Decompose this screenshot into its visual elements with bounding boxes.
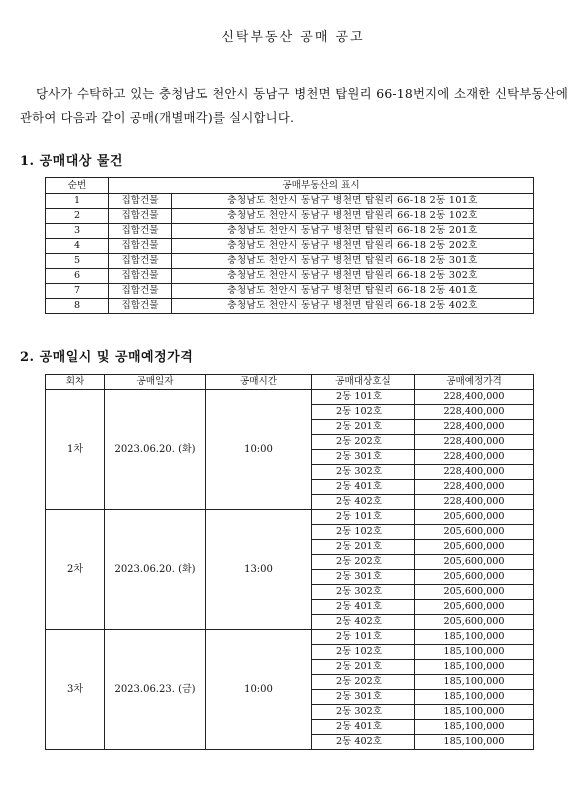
table-row	[46, 510, 534, 525]
sale-date: 2023.06.23. (금)	[105, 630, 206, 750]
unit-price: 185,100,000	[415, 720, 534, 735]
unit-price: 185,100,000	[415, 645, 534, 660]
unit-price: 205,600,000	[415, 600, 534, 615]
unit-number: 2동 301호	[312, 570, 415, 585]
property-type: 집합건물	[109, 194, 172, 209]
property-type: 집합건물	[109, 284, 172, 299]
unit-number: 2동 101호	[312, 390, 415, 405]
property-table-body	[46, 194, 534, 314]
unit-number: 2동 302호	[312, 465, 415, 480]
header-time: 공매시간	[206, 375, 312, 390]
unit-price: 205,600,000	[415, 525, 534, 540]
property-address: 충청남도 천안시 동남구 병천면 탑원리 66-18 2동 401호	[172, 284, 534, 299]
unit-number: 2동 402호	[312, 615, 415, 630]
sale-date: 2023.06.20. (화)	[105, 390, 206, 510]
unit-number: 2동 102호	[312, 645, 415, 660]
unit-price: 205,600,000	[415, 540, 534, 555]
row-number: 6	[46, 269, 109, 284]
unit-price: 228,400,000	[415, 480, 534, 495]
table-row	[46, 209, 534, 224]
schedule-table-body	[46, 390, 534, 750]
property-address: 충청남도 천안시 동남구 병천면 탑원리 66-18 2동 102호	[172, 209, 534, 224]
property-address: 충청남도 천안시 동남구 병천면 탑원리 66-18 2동 202호	[172, 239, 534, 254]
unit-number: 2동 202호	[312, 675, 415, 690]
unit-price: 228,400,000	[415, 450, 534, 465]
unit-number: 2동 401호	[312, 720, 415, 735]
document-title: 신탁부동산 공매 공고	[221, 30, 365, 45]
unit-number: 2동 101호	[312, 630, 415, 645]
property-type: 집합건물	[109, 269, 172, 284]
section-2-title: 2. 공매일시 및 공매예정가격	[20, 350, 194, 365]
table-row	[46, 254, 534, 269]
unit-number: 2동 302호	[312, 705, 415, 720]
unit-price: 205,600,000	[415, 570, 534, 585]
intro-text: 당사가 수탁하고 있는 충청남도 천안시 동남구 병천면 탑원리 66-18번지에 소재한 신탁부동산에 관하여 다음과 같이 공매(개별매각)를 실시합니다.	[20, 86, 568, 125]
unit-price: 228,400,000	[415, 465, 534, 480]
table-row	[46, 194, 534, 209]
unit-number: 2동 401호	[312, 600, 415, 615]
property-type: 집합건물	[109, 224, 172, 239]
unit-price: 185,100,000	[415, 690, 534, 705]
property-address: 충청남도 천안시 동남구 병천면 탑원리 66-18 2동 201호	[172, 224, 534, 239]
property-type: 집합건물	[109, 209, 172, 224]
property-table	[45, 177, 534, 314]
header-price: 공매예정가격	[415, 375, 534, 390]
unit-number: 2동 401호	[312, 480, 415, 495]
unit-price: 228,400,000	[415, 405, 534, 420]
row-number: 1	[46, 194, 109, 209]
round-label: 2차	[46, 510, 105, 630]
table-row	[46, 239, 534, 254]
unit-number: 2동 201호	[312, 540, 415, 555]
header-unit: 공매대상호실	[312, 375, 415, 390]
unit-number: 2동 402호	[312, 735, 415, 750]
unit-number: 2동 302호	[312, 585, 415, 600]
unit-price: 228,400,000	[415, 390, 534, 405]
section-1-title: 1. 공매대상 물건	[20, 154, 123, 169]
unit-number: 2동 101호	[312, 510, 415, 525]
header-round: 회차	[46, 375, 105, 390]
property-type: 집합건물	[109, 299, 172, 314]
property-address: 충청남도 천안시 동남구 병천면 탑원리 66-18 2동 301호	[172, 254, 534, 269]
unit-price: 185,100,000	[415, 660, 534, 675]
unit-number: 2동 102호	[312, 405, 415, 420]
table-row	[46, 269, 534, 284]
sale-time: 10:00	[206, 390, 312, 510]
unit-price: 205,600,000	[415, 585, 534, 600]
unit-price: 205,600,000	[415, 510, 534, 525]
sale-date: 2023.06.20. (화)	[105, 510, 206, 630]
header-desc: 공매부동산의 표시	[109, 178, 534, 194]
unit-price: 185,100,000	[415, 630, 534, 645]
sale-time: 13:00	[206, 510, 312, 630]
row-number: 4	[46, 239, 109, 254]
unit-number: 2동 301호	[312, 690, 415, 705]
property-address: 충청남도 천안시 동남구 병천면 탑원리 66-18 2동 402호	[172, 299, 534, 314]
schedule-table	[45, 374, 534, 750]
table-row	[46, 224, 534, 239]
table-row	[46, 390, 534, 405]
table-row	[46, 630, 534, 645]
table-header-row	[46, 375, 534, 390]
unit-number: 2동 402호	[312, 495, 415, 510]
round-label: 3차	[46, 630, 105, 750]
table-header-row	[46, 178, 534, 194]
property-address: 충청남도 천안시 동남구 병천면 탑원리 66-18 2동 302호	[172, 269, 534, 284]
table-row	[46, 299, 534, 314]
header-no: 순번	[46, 178, 109, 194]
unit-price: 205,600,000	[415, 555, 534, 570]
unit-number: 2동 201호	[312, 420, 415, 435]
unit-number: 2동 201호	[312, 660, 415, 675]
unit-price: 228,400,000	[415, 435, 534, 450]
unit-number: 2동 202호	[312, 435, 415, 450]
unit-number: 2동 102호	[312, 525, 415, 540]
row-number: 2	[46, 209, 109, 224]
intro-paragraph	[20, 82, 568, 130]
row-number: 5	[46, 254, 109, 269]
unit-price: 228,400,000	[415, 495, 534, 510]
property-address: 충청남도 천안시 동남구 병천면 탑원리 66-18 2동 101호	[172, 194, 534, 209]
property-type: 집합건물	[109, 254, 172, 269]
header-date: 공매일자	[105, 375, 206, 390]
round-label: 1차	[46, 390, 105, 510]
property-type: 집합건물	[109, 239, 172, 254]
unit-number: 2동 202호	[312, 555, 415, 570]
row-number: 7	[46, 284, 109, 299]
unit-number: 2동 301호	[312, 450, 415, 465]
sale-time: 10:00	[206, 630, 312, 750]
unit-price: 205,600,000	[415, 615, 534, 630]
unit-price: 228,400,000	[415, 420, 534, 435]
unit-price: 185,100,000	[415, 675, 534, 690]
row-number: 8	[46, 299, 109, 314]
row-number: 3	[46, 224, 109, 239]
unit-price: 185,100,000	[415, 735, 534, 750]
unit-price: 185,100,000	[415, 705, 534, 720]
table-row	[46, 284, 534, 299]
